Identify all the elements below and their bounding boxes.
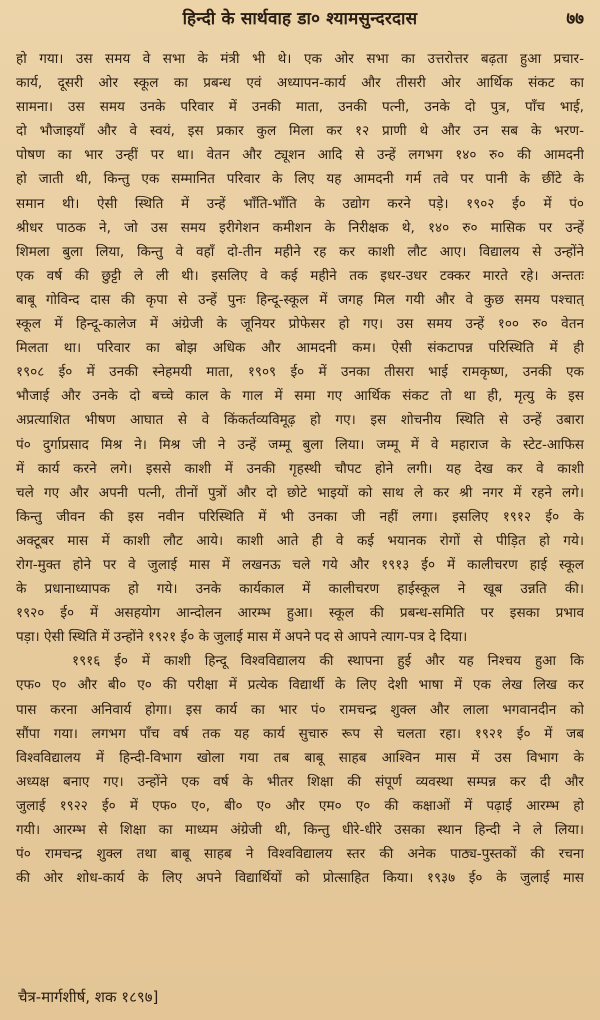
text-line: दो भौजाइयाँ और वे स्वयं, इस प्रकार कुल मिला कर १२ प्राणी थे और उन सब के भरण- [16, 123, 584, 140]
text-line: अप्रत्याशित भीषण आघात से वे किंकर्तव्यविमूढ़ हो गए। इस शोचनीय स्थिति से उन्हें उबारा [16, 412, 584, 429]
text-line: पोषण का भार उन्हीं पर था। वेतन और ट्यूशन आदि से उन्हें लगभग १४० रु० की आमदनी [16, 147, 584, 164]
text-line: पास करना अनिवार्य होगा। इस कार्य का भार पं० रामचन्द्र शुक्ल और लाला भगवानदीन को [16, 701, 584, 718]
text-line: पं० दुर्गाप्रसाद मिश्र ने। मिश्र जी ने उन्हें जम्मू बुला लिया। जम्मू में वे महाराज के स्टेट-आफिस [16, 436, 584, 453]
text-line: समान थी। ऐसी स्थिति में उन्हें भाँति-भाँति के उद्योग करने पड़े। १९०२ ई० में पं० [16, 195, 584, 212]
text-line: हो जाती थी, किन्तु एक सम्मानित परिवार के लिए यह आमदनी गर्म तवे पर पानी के छींटे के [16, 171, 584, 188]
text-line: बाबू गोविन्द दास की कृपा से उन्हें पुनः हिन्दू-स्कूल में जगह मिल गयी और वे कुछ समय पश्चात् [16, 291, 584, 308]
text-line: जुलाई १९२२ ई० में एफ० ए०, बी० ए० और एम० ए० की कक्षाओं में पढ़ाई आरम्भ हो [16, 797, 584, 814]
text-line: १९०८ ई० में उनकी स्नेहमयी माता, १९०९ ई० में उनका तीसरा भाई रामकृष्ण, उनकी एक [16, 364, 584, 381]
text-line: की ओर शोध-कार्य के लिए अपने विद्यार्थियों को प्रोत्साहित किया। १९३७ ई० के जुलाई मास [16, 870, 584, 887]
text-line: १९१६ ई० में काशी हिन्दू विश्वविद्यालय की स्थापना हुई और यह निश्चय हुआ कि [72, 653, 584, 670]
text-line: एक वर्ष की छुट्टी ले ली थी। इसलिए वे कई महीने तक इधर-उधर टक्कर मारते रहे। अन्ततः [16, 267, 584, 284]
text-line: १९२० ई० में असहयोग आन्दोलन आरम्भ हुआ। स्कूल की प्रबन्ध-समिति पर इसका प्रभाव [16, 605, 584, 622]
text-line: भौजाई और उनके दो बच्चे काल के गाल में समा गए आर्थिक संकट तो था ही, मृत्यु के इस [16, 388, 584, 405]
page-number: ७७ [566, 9, 584, 29]
text-line: रोग-मुक्त होने पर वे जुलाई मास में लखनऊ चले गये और १९१३ ई० में कालीचरण हाई स्कूल [16, 556, 584, 573]
text-line: शिमला बुला लिया, किन्तु वे वहाँ दो-तीन महीने रह कर काशी लौट आए। विद्यालय से उन्होंने [16, 243, 584, 260]
text-line: गयी। आरम्भ से शिक्षा का माध्यम अंग्रेजी थी, किन्तु धीरे-धीरे उसका स्थान हिन्दी ने ले लिया। [16, 822, 584, 838]
text-line: एफ० ए० और बी० ए० की परीक्षा में प्रत्येक विद्यार्थी के लिए देशी भाषा में एक लेख लिख कर [16, 677, 584, 694]
text-line: हो गया। उस समय वे सभा के मंत्री भी थे। एक ओर सभा का उत्तरोत्तर बढ़ता हुआ प्रचार- [16, 51, 584, 67]
text-line: अध्यक्ष बनाए गए। उन्होंने एक वर्ष के भीतर शिक्षा की संपूर्ण व्यवस्था सम्पन्न कर दी और [16, 773, 584, 790]
body-text [16, 47, 584, 890]
running-title: हिन्दी के सार्थवाह डा० श्यामसुन्दरदास [182, 9, 418, 29]
text-line: अक्टूबर मास में काशी लौट आये। काशी आते ही वे कई भयानक रोगों से पीड़ित हो गये। [16, 532, 584, 549]
text-line: सामना। उस समय उनके परिवार में उनकी माता, उनकी पत्नी, उनके दो पुत्र, पाँच भाई, [16, 99, 584, 116]
issue-footer: चैत्र-मार्गशीर्ष, शक १८९७] [18, 988, 159, 1006]
text-line: विश्वविद्यालय में हिन्दी-विभाग खोला गया तब बाबू साहब आश्विन मास में उस विभाग के [16, 749, 584, 766]
text-line: चले गए और अपनी पत्नी, तीनों पुत्रों और दो छोटे भाइयों को साथ ले कर श्री नगर में रहने लगे। [16, 484, 584, 501]
text-line: मिलता था। परिवार का बोझ अधिक और आमदनी कम। ऐसी संकटापन्न परिस्थिति में ही [16, 340, 584, 357]
text-line: कार्य, दूसरी ओर स्कूल का प्रबन्ध एवं अध्यापन-कार्य और तीसरी ओर आर्थिक संकट का [16, 75, 584, 92]
text-line: किन्तु जीवन की इस नवीन परिस्थिति में भी उनका जी नहीं लगा। इसलिए १९१२ ई० के [16, 508, 584, 525]
text-line: पं० रामचन्द्र शुक्ल तथा बाबू साहब ने विश्वविद्यालय स्तर की अनेक पाठ्य-पुस्तकों की रचना [16, 846, 584, 863]
text-line: में कार्य करने लगे। इससे काशी में उनकी गृहस्थी चौपट होने लगी। यह देख कर वे काशी [16, 460, 584, 477]
text-line: श्रीधर पाठक ने, जो उस समय इरीगेशन कमीशन के निरीक्षक थे, १४० रु० मासिक पर उन्हें [16, 219, 584, 236]
text-line: के प्रधानाध्यापक हो गये। उनके कार्यकाल में कालीचरण हाईस्कूल ने खूब उन्नति की। [16, 581, 584, 598]
page-header [0, 6, 600, 36]
text-line: सौंपा गया। लगभग पाँच वर्ष तक यह कार्य सुचारु रूप से चलता रहा। १९२१ ई० में जब [16, 725, 584, 742]
text-line: स्कूल में हिन्दू-कालेज में अंग्रेजी के जूनियर प्रोफेसर हो गए। उस समय उन्हें १०० रु० वेतन [16, 316, 584, 333]
text-line: पड़ा। ऐसी स्थिति में उन्होंने १९२१ ई० के जुलाई मास में अपने पद से आपने त्याग-पत्र दे दिया। [16, 629, 468, 646]
